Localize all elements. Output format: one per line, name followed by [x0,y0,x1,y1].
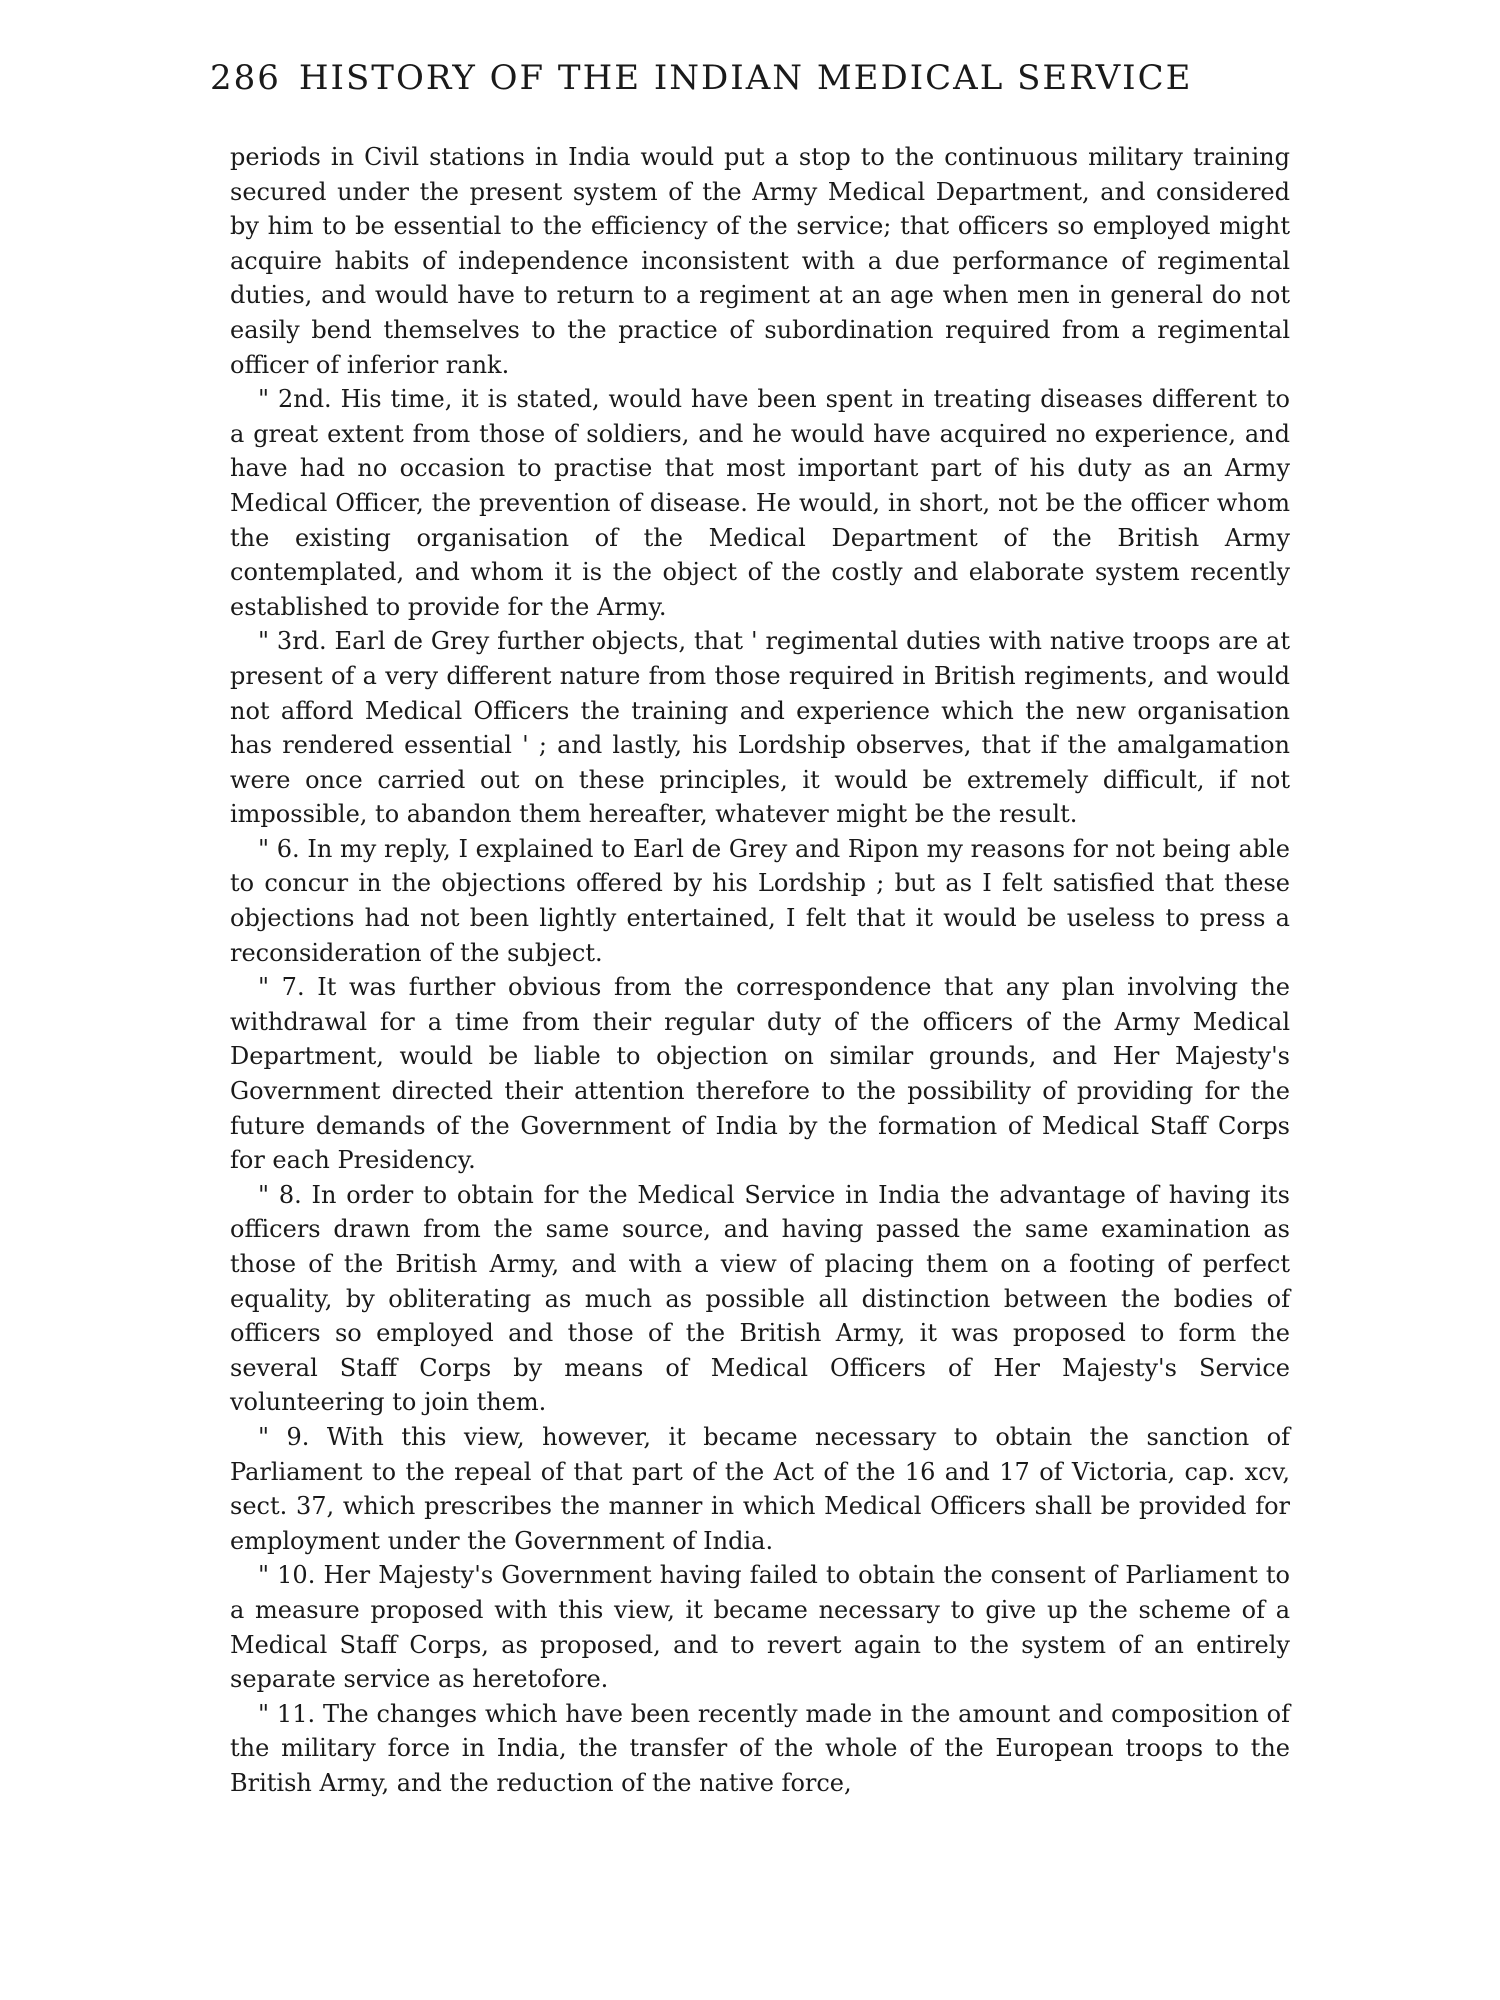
paragraph: " 2nd. His time, it is stated, would have been spent in treating diseases different to a great extent from those of soldiers, and he would have acquired no experience, and have had no occasion to practise that most important part of his duty as an Army Medical Officer, the prevention of disease. He would, in short, not be the officer whom the existing organisation of the Medical Department of the British Army contemplated, and whom it is the object of the costly and elaborate system recently established to provide for the Army. [230,385,1290,621]
paragraph: " 9. With this view, however, it became necessary to obtain the sanction of Parliament to the repeal of that part of the Act of the 16 and 17 of Victoria, cap. xcv, sect. 37, which prescribes the manner in which Medical Officers shall be provided for employment under the Government of India. [230,1422,1290,1555]
page-number: 286 [210,58,281,98]
paragraph: " 11. The changes which have been recently made in the amount and composition of the military force in India, the transfer of the whole of the European troops to the British Army, and the reduction of the native force, [230,1699,1290,1797]
running-title: HISTORY OF THE INDIAN MEDICAL SERVICE [298,58,1193,98]
paragraph: periods in Civil stations in India would put a stop to the continuous military training secured under the present system of the Army Medical Department, and considered by him to be essential to the efficiency of the service; that officers so employed might acquire habits of independence inconsistent with a due performance of regimental duties, and would have to return to a regiment at an age when men in general do not easily bend themselves to the practice of subordination required from a regimental officer of inferior rank. [230,143,1290,379]
page-body [230,140,1290,1801]
paragraph: " 10. Her Majesty's Government having failed to obtain the consent of Parliament to a measure proposed with this view, it became necessary to give up the scheme of a Medical Staff Corps, as proposed, and to revert again to the system of an entirely separate service as heretofore. [230,1561,1290,1694]
paragraph: " 3rd. Earl de Grey further objects, that ' regimental duties with native troops are at present of a very different nature from those required in British regiments, and would not afford Medical Officers the training and experience which the new organisation has rendered essential ' ; and lastly, his Lordship observes, that if the amalgamation were once carried out on these principles, it would be extremely difficult, if not impossible, to abandon them hereafter, whatever might be the result. [230,627,1290,829]
running-header [210,58,1300,98]
paragraph: " 7. It was further obvious from the correspondence that any plan involving the withdrawal for a time from their regular duty of the officers of the Army Medical Department, would be liable to objection on similar grounds, and Her Majesty's Government directed their attention therefore to the possibility of providing for the future demands of the Government of India by the formation of Medical Staff Corps for each Presidency. [230,973,1290,1175]
paragraph: " 6. In my reply, I explained to Earl de Grey and Ripon my reasons for not being able to concur in the objections offered by his Lordship ; but as I felt satisfied that these objections had not been lightly entertained, I felt that it would be useless to press a reconsideration of the subject. [230,834,1290,967]
paragraph: " 8. In order to obtain for the Medical Service in India the advantage of having its officers drawn from the same source, and having passed the same examination as those of the British Army, and with a view of placing them on a footing of perfect equality, by obliterating as much as possible all distinction between the bodies of officers so employed and those of the British Army, it was proposed to form the several Staff Corps by means of Medical Officers of Her Majesty's Service volunteering to join them. [230,1180,1290,1417]
